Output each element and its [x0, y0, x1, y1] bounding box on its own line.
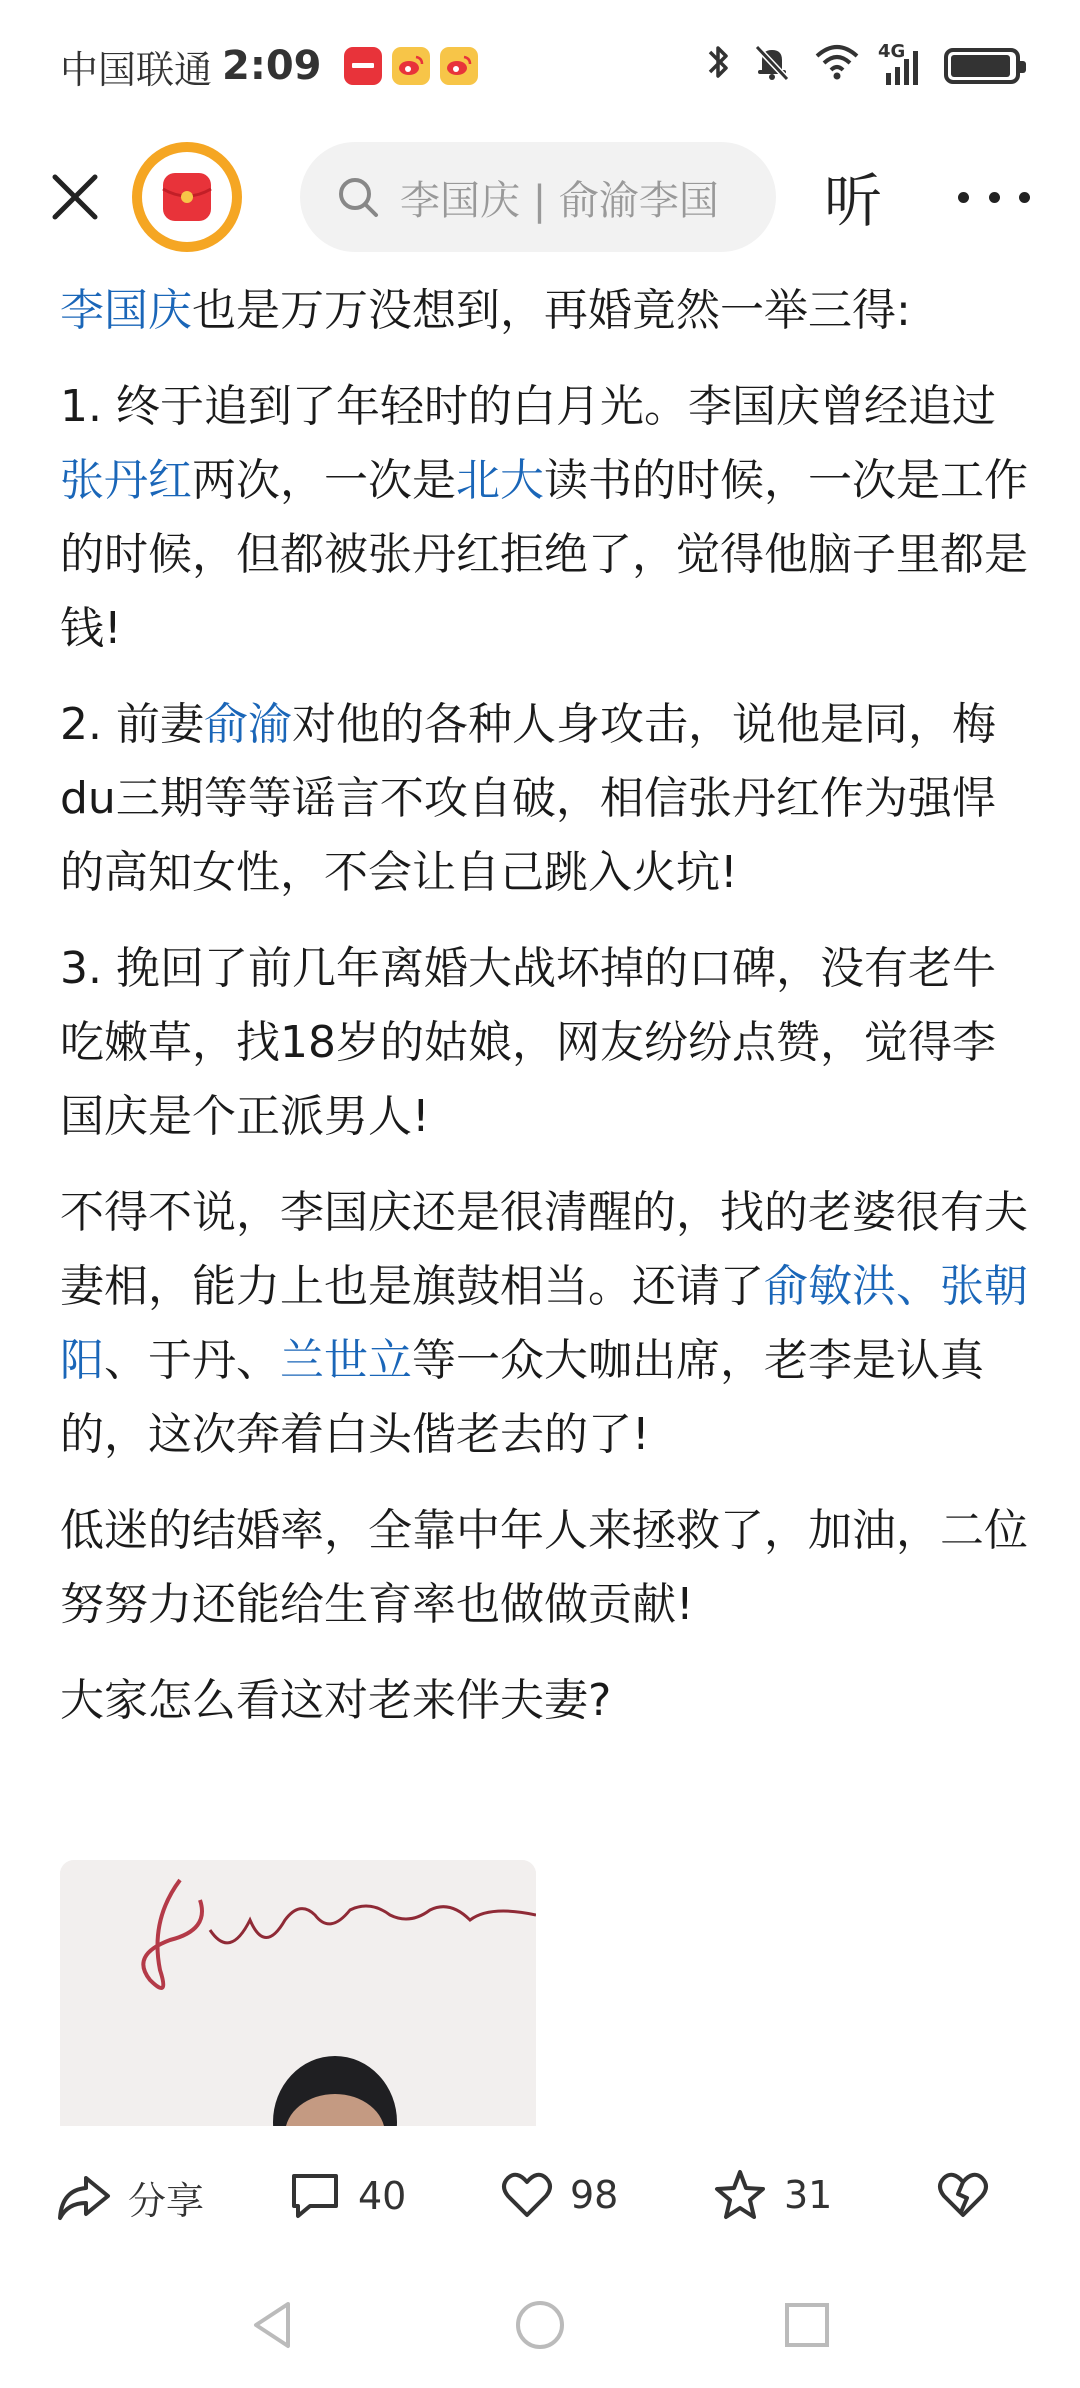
app-logo-inner — [142, 152, 232, 242]
photo-image — [60, 1860, 536, 2126]
wifi-icon — [814, 44, 860, 89]
article-intro — [60, 274, 1030, 348]
status-right — [706, 42, 1020, 91]
text-segment: 等一众大咖出席，老李是认真的，这次奔着白头偕老去的了! — [60, 1335, 984, 1460]
back-nav-button[interactable] — [248, 2298, 298, 2356]
home-nav-button[interactable] — [513, 2298, 567, 2356]
text-segment: 3. 挽回了前几年离婚大战坏掉的口碑，没有老牛吃嫩草，找18岁的姑娘，网友纷纷点赞，觉得李国庆是个正派男人! — [60, 943, 996, 1142]
app-logo[interactable] — [132, 142, 242, 252]
topic-link[interactable]: 张朝阳 — [60, 1261, 1028, 1386]
share-button[interactable] — [56, 2170, 204, 2225]
broken-heart-icon — [936, 2170, 990, 2220]
more-dot — [958, 192, 969, 203]
recents-nav-button[interactable] — [782, 2300, 832, 2354]
text-segment: 2. 前妻 — [60, 699, 204, 750]
back-icon — [248, 2298, 298, 2352]
close-button[interactable] — [40, 162, 110, 232]
text-segment: 对他的各种人身攻击，说他是同，梅du三期等等谣言不攻自破，相信张丹红作为强悍的高知女性，不会让自己跳入火坑! — [60, 699, 996, 898]
search-placeholder: 李国庆 | 俞渝李国 — [400, 177, 719, 224]
weibo-icon — [440, 47, 478, 85]
mute-bell-icon — [752, 42, 792, 91]
system-nav-bar — [0, 2266, 1080, 2388]
share-label: 分享 — [128, 2179, 205, 2223]
carrier-label: 中国联通 — [60, 47, 213, 92]
broken-heart-button[interactable] — [936, 2170, 990, 2220]
topic-link[interactable]: 俞渝 — [203, 699, 292, 750]
article-body — [60, 274, 1030, 1760]
bluetooth-icon — [706, 42, 730, 91]
article-point-3 — [60, 932, 1030, 1154]
star-icon — [712, 2168, 768, 2222]
status-bar — [0, 0, 1080, 132]
like-button[interactable] — [500, 2170, 618, 2220]
topic-link[interactable]: 兰世立 — [280, 1335, 412, 1386]
article-photo[interactable] — [60, 1860, 536, 2126]
heart-icon — [500, 2170, 554, 2220]
signal-4g-icon — [878, 41, 922, 87]
like-count: 98 — [570, 2173, 619, 2217]
article-point-1 — [60, 370, 1030, 666]
status-left — [60, 39, 478, 94]
battery-icon — [944, 48, 1020, 84]
network-label: 4G — [878, 41, 906, 62]
search-box[interactable] — [300, 142, 776, 252]
recents-icon — [782, 2300, 832, 2350]
text-segment: 两次，一次是 — [192, 455, 456, 506]
huawei-icon — [344, 47, 382, 85]
action-bar — [0, 2126, 1080, 2266]
favorite-button[interactable] — [712, 2168, 832, 2222]
top-bar — [0, 132, 1080, 262]
listen-button[interactable]: 听 — [824, 167, 883, 235]
favorite-count: 31 — [784, 2173, 833, 2217]
text-segment: 不得不说，李国庆还是很清醒的，找的老婆很有夫妻相，能力上也是旗鼓相当。还请了 — [60, 1187, 1028, 1312]
search-icon — [336, 175, 380, 219]
article-point-2 — [60, 688, 1030, 910]
weibo-icon — [392, 47, 430, 85]
text-segment: 1. 终于追到了年轻时的白月光。李国庆曾经追过 — [60, 381, 996, 432]
text-segment: 、于丹、 — [104, 1335, 280, 1386]
topic-link[interactable]: 北大 — [456, 455, 544, 506]
article-paragraph-6: 大家怎么看这对老来伴夫妻? — [60, 1675, 612, 1726]
comment-count: 40 — [358, 2174, 407, 2218]
topic-link[interactable]: 张丹红 — [60, 455, 192, 506]
topic-link[interactable]: 李国庆 — [60, 285, 192, 336]
comment-button[interactable] — [288, 2170, 406, 2222]
share-icon — [56, 2172, 112, 2224]
topic-link[interactable]: 俞敏洪 — [764, 1261, 896, 1312]
more-options-button[interactable] — [958, 172, 1030, 222]
comment-icon — [288, 2170, 342, 2222]
more-dot — [1019, 192, 1030, 203]
home-icon — [513, 2298, 567, 2352]
article-paragraph-4 — [60, 1176, 1030, 1472]
clock: 2:09 — [222, 43, 322, 89]
close-icon — [47, 169, 103, 225]
battery-level — [951, 55, 1010, 77]
article-paragraph-5: 低迷的结婚率，全靠中年人来拯救了，加油，二位努努力还能给生育率也做做贡献! — [60, 1505, 1028, 1630]
more-dot — [989, 192, 1000, 203]
red-envelope-icon — [157, 167, 217, 227]
text-segment: 也是万万没想到，再婚竟然一举三得: — [192, 285, 911, 336]
link-separator: 、 — [896, 1261, 940, 1312]
text-segment: 读书的时候，一次是工作的时候，但都被张丹红拒绝了，觉得他脑子里都是钱! — [60, 455, 1028, 654]
